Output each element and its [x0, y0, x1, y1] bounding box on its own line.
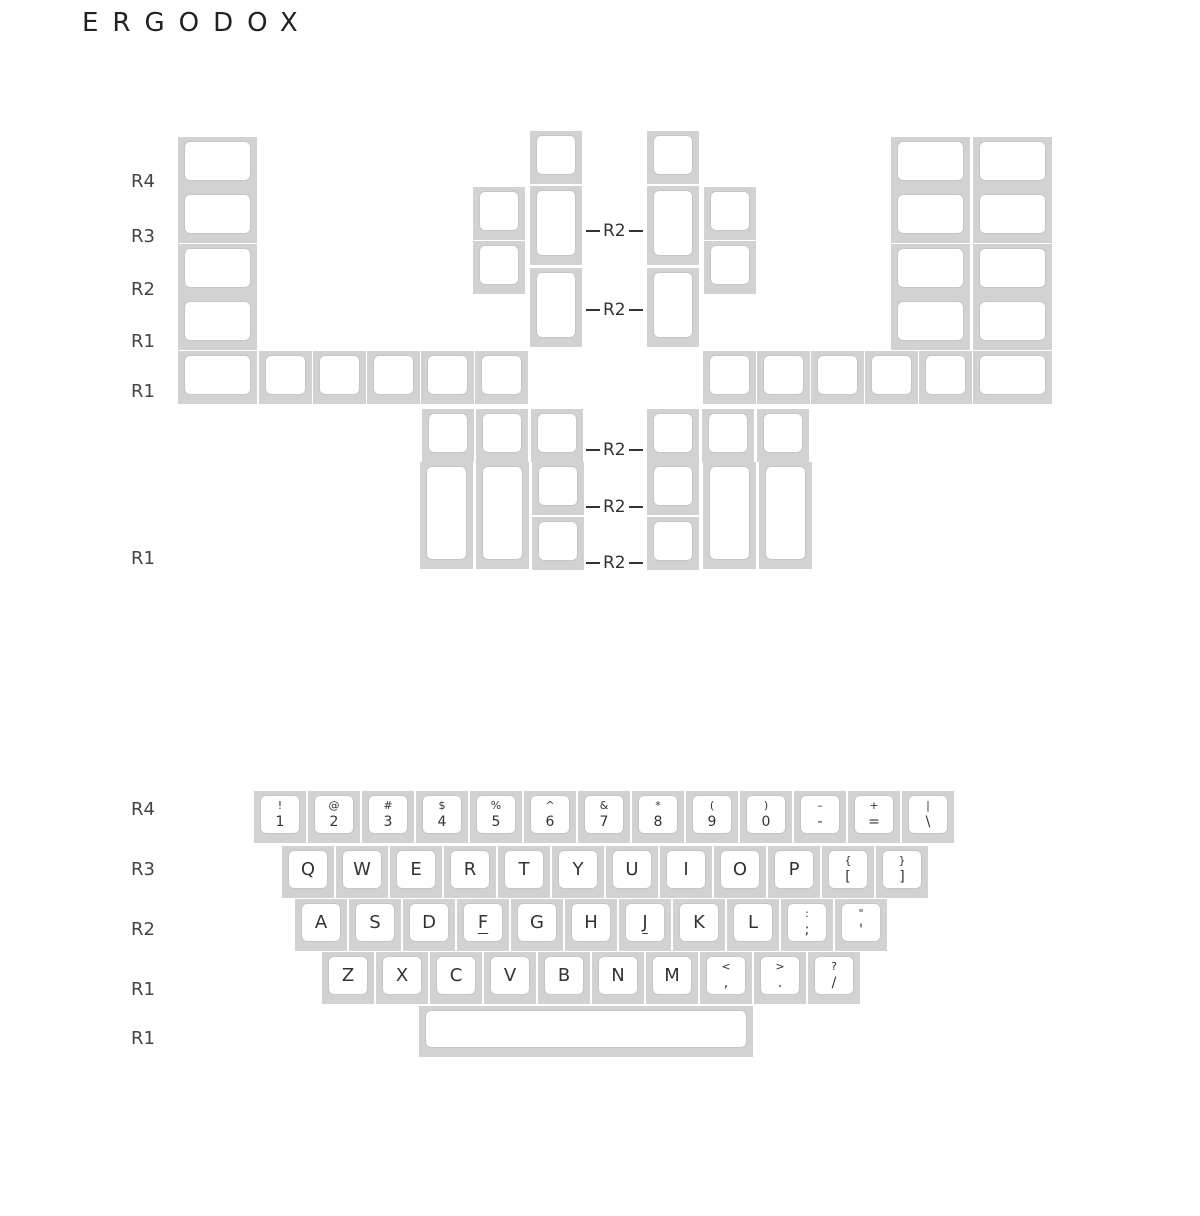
- keycap-1u: [530, 131, 582, 184]
- page-title: ERGODOX: [82, 8, 312, 38]
- keycap-top: [653, 190, 693, 256]
- letter-legend: T: [518, 858, 530, 880]
- shift-legend: &: [599, 799, 609, 812]
- key-legend: [463, 903, 503, 942]
- shift-legend: :: [805, 907, 809, 920]
- base-legend: 3: [383, 814, 393, 830]
- keycap-1u: [473, 187, 525, 240]
- letter-legend: B: [557, 964, 571, 986]
- key-legend: [476, 795, 516, 834]
- letter-legend: D: [422, 911, 436, 933]
- row-profile-label: R2: [603, 497, 626, 517]
- key-legend: [625, 903, 665, 942]
- keycap-top: [428, 413, 468, 453]
- keycap-1u: [647, 131, 699, 184]
- row-label: R4: [131, 171, 155, 192]
- letter-legend: C: [449, 964, 463, 986]
- keycap-1-5u: [891, 297, 970, 350]
- key-legend: [760, 956, 800, 995]
- keycap-top: [265, 355, 306, 395]
- letter-legend: G: [530, 911, 544, 933]
- key-legend: [679, 903, 719, 942]
- key-legend: [666, 850, 706, 889]
- letter-legend: K: [693, 911, 705, 933]
- shift-legend: (: [709, 799, 715, 812]
- keycap-2u-vertical: [420, 462, 473, 569]
- keycap-1u: [647, 462, 699, 515]
- dash-mark: [586, 506, 600, 508]
- keycap-1u: [254, 791, 306, 843]
- keycap-top: [871, 355, 912, 395]
- keycap-1u: [484, 952, 536, 1004]
- keycap-top: [897, 248, 964, 288]
- keycap-1u: [704, 241, 756, 294]
- key-legend: [638, 795, 678, 834]
- shift-legend: ^: [545, 799, 555, 812]
- keycap-1-5u-vertical: [647, 186, 699, 265]
- keycap-top: [897, 141, 964, 181]
- keycap-1u: [473, 241, 525, 294]
- keycap-1-5u: [973, 351, 1052, 404]
- keycap-1u: [511, 899, 563, 951]
- key-legend: [612, 850, 652, 889]
- shift-legend: >: [775, 960, 785, 973]
- key-legend: [436, 956, 476, 995]
- keycap-1u: [811, 351, 864, 404]
- row-profile-label: R2: [603, 300, 626, 320]
- key-legend: [882, 850, 922, 889]
- keycap-1-5u: [891, 190, 970, 243]
- keycap-top: [708, 413, 748, 453]
- keycap-top: [481, 355, 522, 395]
- keycap-1u: [822, 846, 874, 898]
- key-legend: [342, 850, 382, 889]
- keycap-top: [925, 355, 966, 395]
- keycap-top: [653, 413, 693, 453]
- letter-legend: Q: [300, 858, 316, 880]
- keycap-1u: [835, 899, 887, 951]
- keycap-1u: [457, 899, 509, 951]
- base-legend: -: [817, 814, 823, 830]
- keycap-1-5u: [973, 137, 1052, 190]
- key-legend: [733, 903, 773, 942]
- keycap-1u: [757, 409, 809, 462]
- keycap-1-5u: [178, 190, 257, 243]
- keycap-top: [184, 355, 251, 395]
- keycap-top: [479, 191, 519, 231]
- row-label: R1: [131, 1028, 155, 1049]
- base-legend: ;: [804, 922, 810, 938]
- letter-legend: E: [410, 858, 422, 880]
- letter-legend: I: [683, 858, 689, 880]
- letter-legend: U: [625, 858, 639, 880]
- keycap-1u: [282, 846, 334, 898]
- key-legend: [720, 850, 760, 889]
- keycap-1u: [416, 791, 468, 843]
- shift-legend: %: [490, 799, 502, 812]
- keycap-top: [373, 355, 414, 395]
- base-legend: \: [925, 814, 931, 830]
- dash-mark: [629, 230, 643, 232]
- base-legend: =: [868, 814, 880, 830]
- key-legend: [774, 850, 814, 889]
- key-legend: [368, 795, 408, 834]
- keycap-top: [709, 355, 750, 395]
- keycap-top: [427, 355, 468, 395]
- dash-mark: [586, 449, 600, 451]
- base-legend: 4: [437, 814, 447, 830]
- letter-legend: S: [369, 911, 381, 933]
- letter-legend: A: [314, 911, 328, 933]
- key-legend: [841, 903, 881, 942]
- row-label: R1: [131, 548, 155, 569]
- keycap-1u: [578, 791, 630, 843]
- keycap-top: [653, 521, 693, 561]
- key-legend: [746, 795, 786, 834]
- keycap-top: [763, 413, 803, 453]
- keycap-top: [184, 248, 251, 288]
- letter-legend: P: [788, 858, 800, 880]
- keycap-top: [482, 466, 523, 560]
- keycap-top: [979, 141, 1046, 181]
- keycap-1u: [647, 409, 699, 462]
- dash-mark: [629, 449, 643, 451]
- keycap-1u: [727, 899, 779, 951]
- key-legend: [854, 795, 894, 834]
- dash-mark: [586, 562, 600, 564]
- keycap-1-5u: [891, 137, 970, 190]
- keycap-1u: [646, 952, 698, 1004]
- keycap-1u: [476, 409, 528, 462]
- keycap-1u: [632, 791, 684, 843]
- keycap-1u: [781, 899, 833, 951]
- base-legend: 2: [329, 814, 339, 830]
- keycap-top: [482, 413, 522, 453]
- keycap-1u: [295, 899, 347, 951]
- keycap-top: [536, 135, 576, 175]
- dash-mark: [629, 506, 643, 508]
- keycap-top: [817, 355, 858, 395]
- letter-legend: X: [395, 964, 409, 986]
- key-legend: [288, 850, 328, 889]
- shift-legend: ?: [831, 960, 837, 973]
- keycap-1u: [421, 351, 474, 404]
- keycap-1u: [794, 791, 846, 843]
- keycap-1u: [686, 791, 738, 843]
- row-profile-tag: [586, 553, 643, 573]
- keycap-1u: [757, 351, 810, 404]
- keycap-1u: [524, 791, 576, 843]
- letter-legend: Z: [341, 964, 355, 986]
- row-profile-label: R2: [603, 440, 626, 460]
- keycap-top: [979, 248, 1046, 288]
- row-label: R3: [131, 226, 155, 247]
- letter-legend: F: [477, 911, 489, 933]
- keycap-1u: [552, 846, 604, 898]
- keycap-top: [979, 194, 1046, 234]
- base-legend: ': [859, 922, 863, 938]
- shift-legend: *: [655, 799, 661, 812]
- row-label: R4: [131, 799, 155, 820]
- base-legend: 7: [599, 814, 609, 830]
- keycap-1u: [349, 899, 401, 951]
- keycap-top: [426, 466, 467, 560]
- letter-legend: Y: [572, 858, 584, 880]
- keycap-1u: [470, 791, 522, 843]
- keycap-1u: [475, 351, 528, 404]
- keycap-1u: [673, 899, 725, 951]
- key-legend: [328, 956, 368, 995]
- keycap-top: [897, 194, 964, 234]
- keycap-top: [979, 355, 1046, 395]
- key-legend: [382, 956, 422, 995]
- keycap-1-5u: [973, 190, 1052, 243]
- letter-legend: N: [611, 964, 625, 986]
- row-profile-tag: [586, 440, 643, 460]
- keycap-1-5u-vertical: [647, 268, 699, 347]
- keycap-1u: [714, 846, 766, 898]
- keycap-1-5u: [178, 137, 257, 190]
- shift-legend: ": [858, 907, 864, 920]
- spacebar: [419, 1006, 753, 1057]
- base-legend: ]: [899, 869, 905, 885]
- letter-legend: O: [732, 858, 748, 880]
- keycap-1u: [498, 846, 550, 898]
- key-legend: [422, 795, 462, 834]
- key-legend: [517, 903, 557, 942]
- keycap-top: [184, 194, 251, 234]
- key-legend: [598, 956, 638, 995]
- keycap-1u: [592, 952, 644, 1004]
- keycap-1-5u-vertical: [530, 268, 582, 347]
- keycap-1u: [444, 846, 496, 898]
- keycap-1u: [647, 517, 699, 570]
- keycap-1u: [768, 846, 820, 898]
- shift-legend: #: [383, 799, 393, 812]
- keycap-1u: [259, 351, 312, 404]
- keycap-top: [184, 141, 251, 181]
- keycap-top: [709, 466, 750, 560]
- keycap-1u: [919, 351, 972, 404]
- keycap-1u: [606, 846, 658, 898]
- keycap-top: [710, 191, 750, 231]
- keycap-1u: [660, 846, 712, 898]
- key-legend: [787, 903, 827, 942]
- keycap-top: [653, 466, 693, 506]
- keycap-1u: [336, 846, 388, 898]
- keycap-1u: [876, 846, 928, 898]
- keycap-top: [653, 272, 693, 338]
- key-legend: [800, 795, 840, 834]
- keycap-1u: [848, 791, 900, 843]
- key-legend: [409, 903, 449, 942]
- letter-legend: L: [747, 911, 759, 933]
- row-profile-tag: [586, 300, 643, 320]
- keycap-1u: [538, 952, 590, 1004]
- keycap-1u: [565, 899, 617, 951]
- keycap-1u: [322, 952, 374, 1004]
- keycap-top: [425, 1010, 747, 1048]
- keycap-1u: [390, 846, 442, 898]
- keycap-top: [979, 301, 1046, 341]
- keycap-1u: [704, 187, 756, 240]
- keycap-1u: [362, 791, 414, 843]
- keycap-1u: [865, 351, 918, 404]
- letter-legend: H: [584, 911, 598, 933]
- row-label: R3: [131, 859, 155, 880]
- letter-legend: W: [353, 858, 371, 880]
- keycap-1u: [422, 409, 474, 462]
- keycap-top: [537, 413, 577, 453]
- key-legend: [490, 956, 530, 995]
- base-legend: 9: [707, 814, 717, 830]
- shift-legend: $: [438, 799, 446, 812]
- base-legend: [: [845, 869, 851, 885]
- row-label: R1: [131, 331, 155, 352]
- shift-legend: –: [817, 799, 823, 812]
- row-profile-label: R2: [603, 221, 626, 241]
- keycap-1u: [700, 952, 752, 1004]
- keycap-1u: [703, 351, 756, 404]
- key-legend: [355, 903, 395, 942]
- key-legend: [692, 795, 732, 834]
- letter-legend: R: [463, 858, 477, 880]
- keycap-1u: [702, 409, 754, 462]
- keycap-1-5u: [973, 297, 1052, 350]
- row-label: R2: [131, 919, 155, 940]
- shift-legend: ): [763, 799, 769, 812]
- row-label: R1: [131, 979, 155, 1000]
- keycap-2u-vertical: [703, 462, 756, 569]
- base-legend: 6: [545, 814, 555, 830]
- keycap-1u: [367, 351, 420, 404]
- keycap-top: [184, 301, 251, 341]
- keycap-1-5u: [178, 297, 257, 350]
- base-legend: /: [831, 975, 837, 991]
- key-legend: [450, 850, 490, 889]
- keycap-1u: [403, 899, 455, 951]
- letter-legend: J: [642, 911, 648, 933]
- keycap-1u: [430, 952, 482, 1004]
- keycap-top: [319, 355, 360, 395]
- keycap-1-5u: [178, 351, 257, 404]
- key-legend: [530, 795, 570, 834]
- keycap-1-5u: [178, 244, 257, 297]
- base-legend: .: [777, 975, 783, 991]
- keycap-top: [536, 190, 576, 256]
- keycap-1u: [531, 409, 583, 462]
- shift-legend: {: [844, 854, 852, 867]
- key-legend: [301, 903, 341, 942]
- keycap-top: [536, 272, 576, 338]
- dash-mark: [586, 309, 600, 311]
- keycap-1-5u: [891, 244, 970, 297]
- key-legend: [260, 795, 300, 834]
- shift-legend: +: [869, 799, 879, 812]
- base-legend: 5: [491, 814, 501, 830]
- keycap-top: [765, 466, 806, 560]
- shift-legend: |: [926, 799, 930, 812]
- keycap-top: [897, 301, 964, 341]
- key-legend: [814, 956, 854, 995]
- keycap-1-5u-vertical: [530, 186, 582, 265]
- shift-legend: <: [721, 960, 731, 973]
- base-legend: ,: [723, 975, 729, 991]
- keycap-1u: [754, 952, 806, 1004]
- dash-mark: [629, 309, 643, 311]
- keycap-1u: [740, 791, 792, 843]
- key-legend: [706, 956, 746, 995]
- shift-legend: @: [328, 799, 340, 812]
- key-legend: [544, 956, 584, 995]
- row-profile-tag: [586, 497, 643, 517]
- keycap-1u: [313, 351, 366, 404]
- keycap-1u: [376, 952, 428, 1004]
- keycap-top: [653, 135, 693, 175]
- key-legend: [908, 795, 948, 834]
- keycap-top: [538, 521, 578, 561]
- keycap-2u-vertical: [476, 462, 529, 569]
- key-legend: [584, 795, 624, 834]
- base-legend: 0: [761, 814, 771, 830]
- letter-legend: V: [503, 964, 517, 986]
- shift-legend: }: [898, 854, 906, 867]
- dash-mark: [586, 230, 600, 232]
- key-legend: [828, 850, 868, 889]
- keycap-top: [710, 245, 750, 285]
- letter-legend: M: [664, 964, 680, 986]
- row-label: R1: [131, 381, 155, 402]
- keycap-2u-vertical: [759, 462, 812, 569]
- keycap-top: [538, 466, 578, 506]
- row-label: R2: [131, 279, 155, 300]
- base-legend: 8: [653, 814, 663, 830]
- keycap-top: [479, 245, 519, 285]
- key-legend: [652, 956, 692, 995]
- keycap-1u: [808, 952, 860, 1004]
- base-legend: 1: [275, 814, 285, 830]
- shift-legend: !: [277, 799, 283, 812]
- key-legend: [314, 795, 354, 834]
- key-legend: [558, 850, 598, 889]
- keycap-1u: [308, 791, 360, 843]
- row-profile-label: R2: [603, 553, 626, 573]
- key-legend: [396, 850, 436, 889]
- keycap-1u: [619, 899, 671, 951]
- keycap-1u: [532, 517, 584, 570]
- keycap-top: [763, 355, 804, 395]
- key-legend: [571, 903, 611, 942]
- key-legend: [504, 850, 544, 889]
- keycap-1u: [902, 791, 954, 843]
- dash-mark: [629, 562, 643, 564]
- keycap-1u: [532, 462, 584, 515]
- keycap-1-5u: [973, 244, 1052, 297]
- row-profile-tag: [586, 221, 643, 241]
